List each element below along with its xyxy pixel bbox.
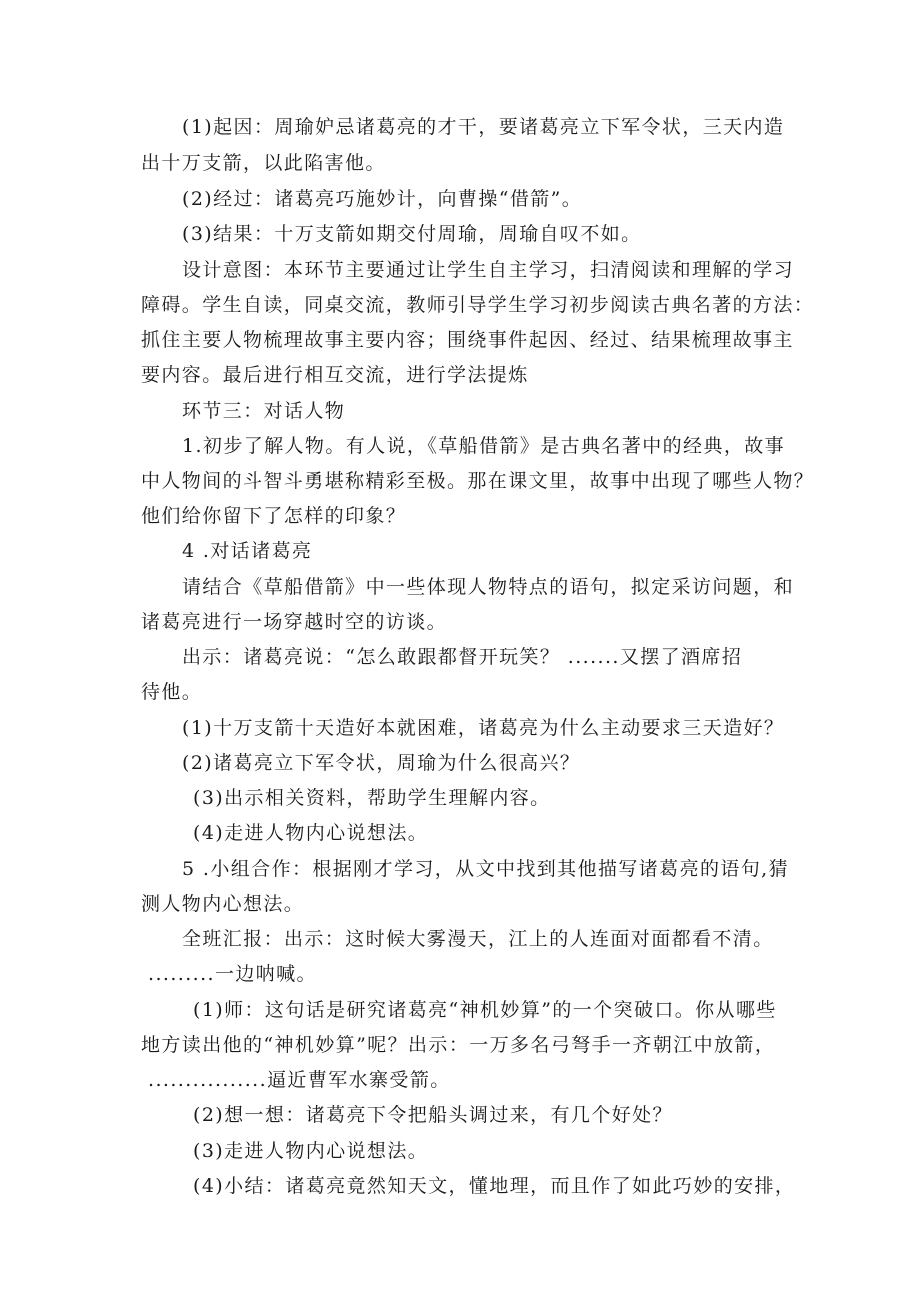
- text-line-28: ................逼近曹军水寨受箭。: [148, 1069, 451, 1091]
- text-line-6: 障碍。学生自读，同桌交流，教师引导学生学习初步阅读古典名著的方法：: [141, 294, 815, 316]
- text-line-14: 请结合《草船借箭》中一些体现人物特点的语句，拟定采访问题，和: [182, 576, 795, 598]
- text-line-8: 要内容。最后进行相互交流，进行学法提炼: [141, 364, 529, 386]
- text-line-25: .........一边呐喊。: [148, 963, 317, 985]
- text-line-13: 4 .对话诸葛亮: [182, 540, 313, 562]
- text-line-27: 地方读出他的“神机妙算”呢？出示：一万多名弓弩手一齐朝江中放箭，: [141, 1034, 776, 1056]
- text-line-22: 5 .小组合作：根据刚才学习，从文中找到其他描写诸葛亮的语句,猜: [182, 858, 790, 880]
- text-line-24: 全班汇报：出示：这时候大雾漫天，江上的人连面对面都看不清。: [182, 928, 774, 950]
- text-line-19: (2)诸葛亮立下军令状，周瑜为什么很高兴？: [182, 752, 581, 774]
- text-line-18: (1)十万支箭十天造好本就困难，诸葛亮为什么主动要求三天造好？: [182, 717, 785, 739]
- text-line-21: (4)走进人物内心说想法。: [193, 822, 429, 844]
- text-line-5: 设计意图：本环节主要通过让学生自主学习，扫清阅读和理解的学习: [182, 259, 795, 281]
- text-line-30: (3)走进人物内心说想法。: [193, 1140, 429, 1162]
- text-line-4: (3)结果：十万支箭如期交付周瑜，周瑜自叹不如。: [182, 223, 642, 245]
- text-line-7: 抓住主要人物梳理故事主要内容；围绕事件起因、经过、结果梳理故事主: [141, 329, 794, 351]
- text-line-31: (4)小结：诸葛亮竟然知天文，懂地理，而且作了如此巧妙的安排，: [193, 1175, 796, 1197]
- text-line-29: (2)想一想：诸葛亮下令把船头调过来，有几个好处？: [193, 1104, 673, 1126]
- text-line-11: 中人物间的斗智斗勇堪称精彩至极。那在课文里，故事中出现了哪些人物？: [141, 470, 815, 492]
- text-line-10: 1.初步了解人物。有人说，《草船借箭》是古典名著中的经典，故事: [182, 435, 786, 457]
- text-line-23: 测人物内心想法。: [141, 893, 305, 915]
- text-line-16: 出示：诸葛亮说：“怎么敢跟都督开玩笑？ .......又摆了酒席招: [182, 646, 743, 668]
- section-heading: 环节三：对话人物: [182, 400, 346, 422]
- text-line-17: 待他。: [141, 681, 203, 703]
- text-line-15: 诸葛亮进行一场穿越时空的访谈。: [141, 611, 448, 633]
- text-line-20: (3)出示相关资料，帮助学生理解内容。: [193, 787, 551, 809]
- text-line-1: (1)起因：周瑜妒忌诸葛亮的才干，要诸葛亮立下军令状，三天内造: [182, 116, 785, 138]
- text-line-3: (2)经过：诸葛亮巧施妙计，向曹操“借箭”。: [182, 188, 583, 210]
- text-line-12: 他们给你留下了怎样的印象？: [141, 505, 407, 527]
- text-line-2: 出十万支箭，以此陷害他。: [141, 152, 386, 174]
- text-line-26: (1)师：这句话是研究诸葛亮“神机妙算”的一个突破口。你从哪些: [193, 999, 777, 1021]
